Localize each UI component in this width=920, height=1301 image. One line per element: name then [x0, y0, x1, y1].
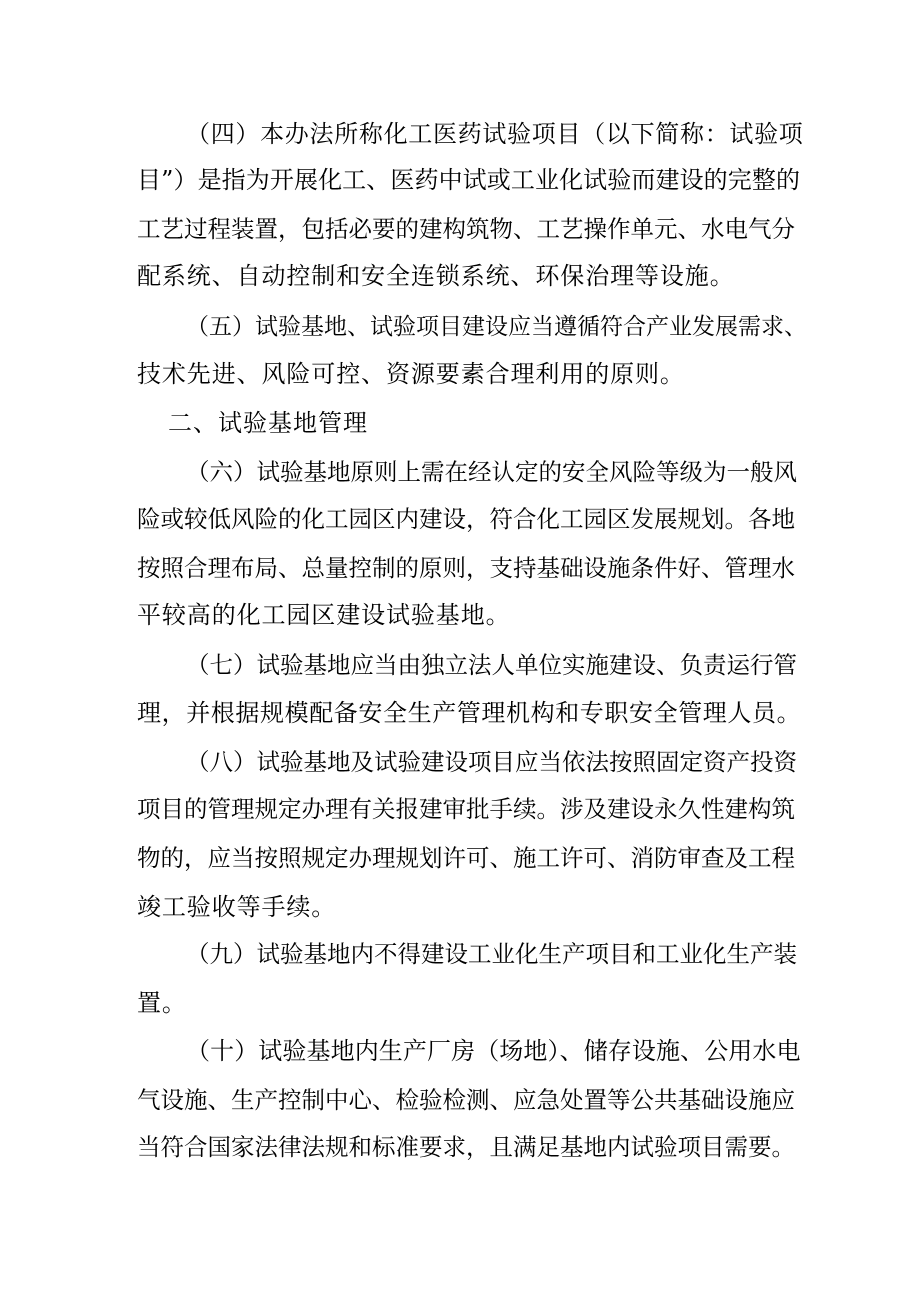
para-6-line-3: 按照合理布局、总量控制的原则，支持基础设施条件好、管理水	[137, 554, 795, 582]
para-4-line-2: 目”）是指为开展化工、医药中试或工业化试验而建设的完整的	[137, 166, 801, 194]
para-5-line-1: （五）试验基地、试验项目建设应当遵循符合产业发展需求、	[186, 314, 807, 340]
para-9-line-2: 置。	[137, 989, 187, 1017]
para-10-line-2: 气设施、生产控制中心、检验检测、应急处置等公共基础设施应	[137, 1086, 795, 1114]
section-heading: 二、试验基地管理	[168, 409, 368, 437]
para-10-line-1: （十）试验基地内生产厂房（场地）、储存设施、公用水电	[186, 1037, 801, 1065]
para-5-line-2: 技术先进、风险可控、资源要素合理利用的原则。	[137, 360, 685, 388]
para-7-line-1: （七）试验基地应当由独立法人单位实施建设、负责运行管	[186, 651, 797, 679]
para-10-line-3: 当符合国家法律法规和标准要求，且满足基地内试验项目需要。	[137, 1133, 795, 1161]
para-4-line-4: 配系统、自动控制和安全连锁系统、环保治理等设施。	[137, 262, 735, 290]
para-6-line-2: 险或较低风险的化工园区内建设，符合化工园区发展规划。各地	[137, 505, 795, 533]
para-8-line-4: 竣工验收等手续。	[137, 893, 337, 921]
para-4-line-1: （四）本办法所称化工医药试验项目（以下简称：试验项	[186, 120, 804, 148]
para-8-line-3: 物的，应当按照规定办理规划许可、施工许可、消防审查及工程	[137, 844, 795, 872]
para-6-line-1: （六）试验基地原则上需在经认定的安全风险等级为一般风	[186, 458, 797, 486]
para-8-line-2: 项目的管理规定办理有关报建审批手续。涉及建设永久性建构筑	[137, 795, 795, 823]
para-4-line-3: 工艺过程装置，包括必要的建构筑物、工艺操作单元、水电气分	[137, 215, 795, 243]
para-7-line-2: 理，并根据规模配备安全生产管理机构和专职安全管理人员。	[137, 699, 802, 727]
para-8-line-1: （八）试验基地及试验建设项目应当依法按照固定资产投资	[186, 748, 797, 776]
para-6-line-4: 平较高的化工园区建设试验基地。	[137, 601, 511, 629]
para-9-line-1: （九）试验基地内不得建设工业化生产项目和工业化生产装	[186, 940, 797, 968]
